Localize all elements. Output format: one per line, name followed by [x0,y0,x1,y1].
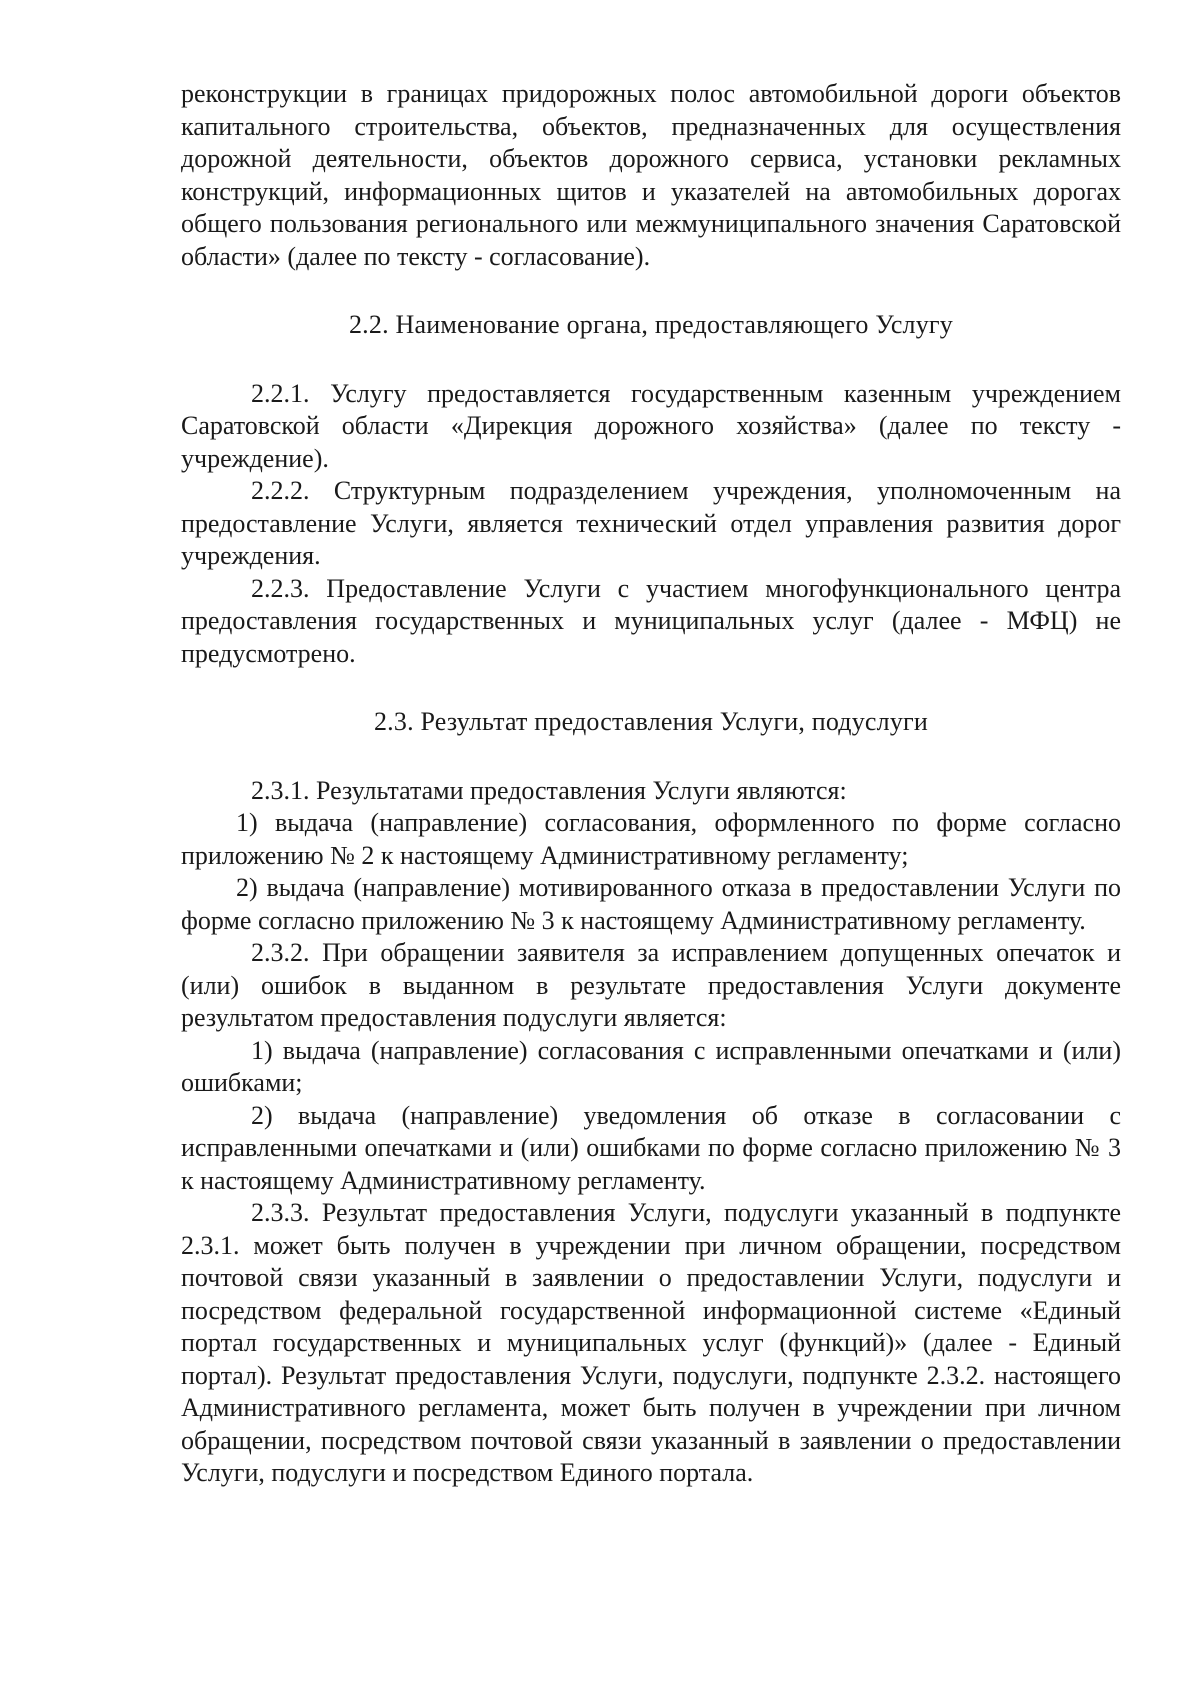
list-item-2-3-1-1: 1) выдача (направление) согласования, оформленного по форме согласно приложению № 2 к настоящему Административному регламенту; [181,808,1121,870]
document-body [181,78,1121,1490]
paragraph-2-3-3: 2.3.3. Результат предоставления Услуги, подуслуги указанный в подпункте 2.3.1. может быть получен в учреждении при личном обращении, посредством почтовой связи указанный в заявлении о предоставлении Услуги, подуслуги и посредством федеральной государственной информационной системе «Единый портал государственных и муниципальных услуг (функций)» (далее - Единый портал). Результат предоставления Услуги, подуслуги, подпункте 2.3.2. настоящего Административного регламента, может быть получен в учреждении при личном обращении, посредством почтовой связи указанный в заявлении о предоставлении Услуги, подуслуги и посредством Единого портала. [181,1198,1121,1487]
paragraph-2-2-3: 2.2.3. Предоставление Услуги с участием многофункционального центра предоставления государственных и муниципальных услуг (далее - МФЦ) не предусмотрено. [181,573,1121,668]
paragraph-2-2-1: 2.2.1. Услугу предоставляется государственным казенным учреждением Саратовской области «Дирекция дорожного хозяйства» (далее по тексту - учреждение). [181,378,1121,473]
section-heading-2-3: 2.3. Результат предоставления Услуги, подуслуги [373,707,929,736]
intro-paragraph: реконструкции в границах придорожных полос автомобильной дороги объектов капитального строительства, объектов, предназначенных для осуществления дорожной деятельности, объектов дорожного сервиса, установки рекламных конструкций, информационных щитов и указателей на автомобильных дорогах общего пользования регионального или межмуниципального значения Саратовской области» (далее по тексту - согласование). [181,79,1121,271]
paragraph-2-3-1: 2.3.1. Результатами предоставления Услуги являются: [251,775,847,805]
list-item-2-3-2-2: 2) выдача (направление) уведомления об отказе в согласовании с исправленными опечатками и (или) ошибками по форме согласно приложению № 3 к настоящему Административному регламенту. [181,1100,1121,1195]
section-heading-2-2: 2.2. Наименование органа, предоставляющего Услугу [348,310,954,339]
list-item-2-3-1-2: 2) выдача (направление) мотивированного отказа в предоставлении Услуги по форме согласно приложению № 3 к настоящему Административному регламенту. [181,873,1121,935]
paragraph-2-2-2: 2.2.2. Структурным подразделением учреждения, уполномоченным на предоставление Услуги, является технический отдел управления развития дорог учреждения. [181,476,1121,570]
paragraph-2-3-2: 2.3.2. При обращении заявителя за исправлением допущенных опечаток и (или) ошибок в выданном в результате предоставления Услуги документе результатом предоставления подуслуги является: [181,938,1121,1032]
list-item-2-3-2-1: 1) выдача (направление) согласования с исправленными опечатками и (или) ошибками; [181,1035,1121,1097]
